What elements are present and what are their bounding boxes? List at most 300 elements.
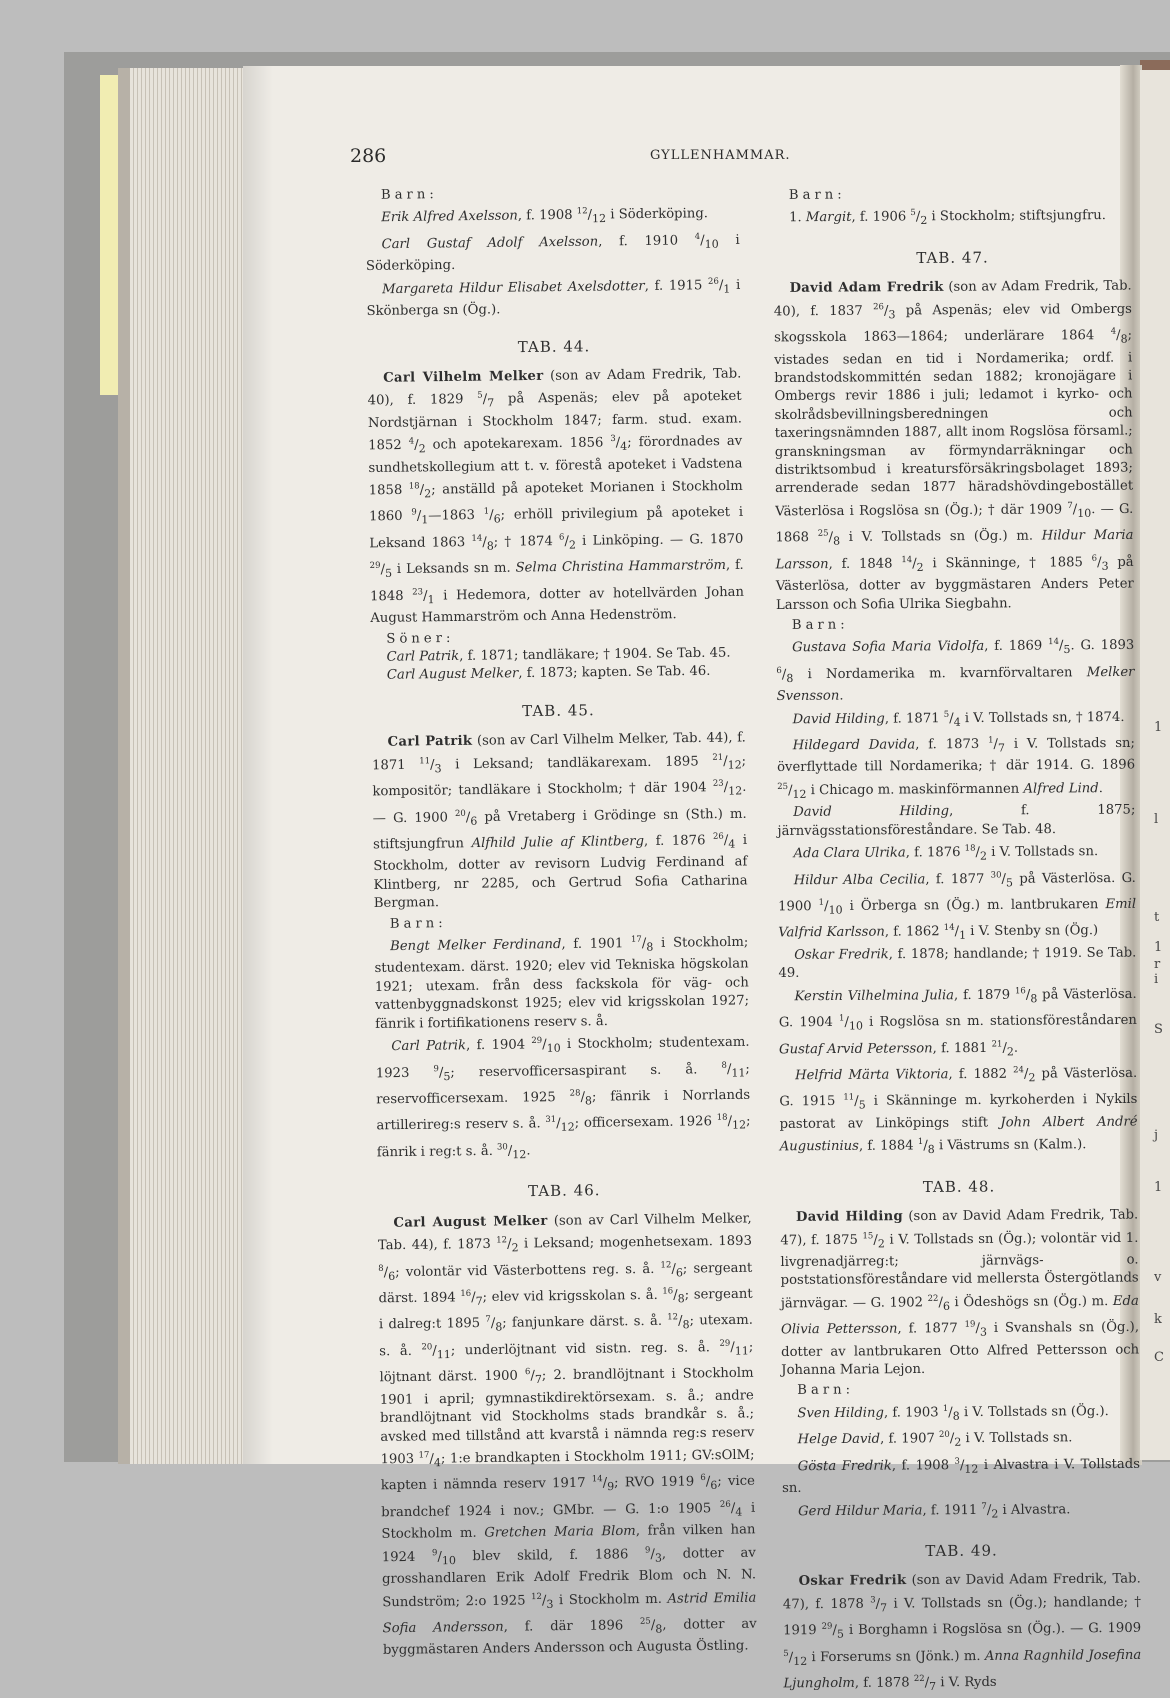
name-italic: Emil Valfrid Karlsson xyxy=(778,896,1137,941)
name-italic: David Hilding xyxy=(792,711,885,727)
text-run: / xyxy=(1072,502,1078,518)
date-fraction: 3 xyxy=(546,1597,554,1611)
text-run: ; reservofficersexam. 1925 xyxy=(376,1061,750,1108)
text-run: / xyxy=(1058,638,1064,654)
date-fraction: 18 xyxy=(408,481,420,492)
text-run: i Stockholm; stiftsjungfru. xyxy=(927,208,1107,225)
text-run: / xyxy=(423,588,428,604)
children-label: Söner: xyxy=(386,630,455,647)
date-fraction: 30 xyxy=(496,1142,508,1153)
text-run: i Leksand; mogenhetsexam. 1893 xyxy=(518,1233,753,1252)
date-fraction: 17 xyxy=(418,1450,430,1461)
text-run: / xyxy=(507,1143,513,1159)
text-run: , f. 1875; järnvägsstationsföreståndare. Se Tab. 48. xyxy=(777,802,1136,839)
name-italic: Oskar Fredrik xyxy=(794,947,889,963)
text-run: ; RVO 1919 xyxy=(614,1474,701,1491)
entry-paragraph xyxy=(779,1060,1138,1160)
text-run: 1. xyxy=(789,210,806,226)
text-run: / xyxy=(938,1295,943,1311)
text-run: , f. 1903 xyxy=(883,1405,943,1421)
text-run: / xyxy=(923,1138,928,1154)
date-fraction: 14 xyxy=(1048,637,1060,648)
text-run: , f. 1877 xyxy=(925,871,991,887)
text-run: i V. Ryds xyxy=(936,1675,997,1691)
date-fraction: 29 xyxy=(369,561,381,572)
date-fraction: 8 xyxy=(677,1292,685,1306)
date-fraction: 2 xyxy=(920,214,928,228)
text-run: i Örberga sn (Ög.) m. lantbrukaren xyxy=(842,897,1106,914)
text-run: ; sergeant i dalreg:t 1895 xyxy=(378,1286,753,1333)
date-fraction: 8 xyxy=(655,1622,663,1636)
tab-heading: TAB. 45. xyxy=(522,701,595,720)
date-fraction: 6 xyxy=(524,1367,531,1378)
text-run: / xyxy=(705,1474,711,1490)
page-number: 286 xyxy=(350,145,387,167)
text-run: , f. 1911 xyxy=(922,1502,982,1518)
text-run: / xyxy=(650,1546,655,1562)
children-label: Barn: xyxy=(791,617,849,633)
text-run: . xyxy=(839,688,844,704)
text-run: ; löjtnant därst. 1900 xyxy=(379,1339,754,1386)
date-fraction: 2 xyxy=(418,442,426,456)
text-run: i V. Tollstads sn (Ög.) m. xyxy=(839,528,1042,546)
date-fraction: 23 xyxy=(712,778,724,789)
facing-page-glyph: r xyxy=(1154,957,1161,972)
text-run: i Chicago m. maskinförmannen xyxy=(806,781,1024,799)
date-fraction: 8 xyxy=(486,539,494,553)
text-run: . xyxy=(1013,1040,1019,1056)
text-run: , f. 1848 xyxy=(828,556,902,572)
entry-paragraph xyxy=(783,1571,1142,1698)
text-run: , f. 1871 xyxy=(884,710,944,727)
text-run: i Stockholm m. xyxy=(381,1500,756,1543)
date-fraction: 16 xyxy=(460,1288,472,1299)
date-fraction: 12 xyxy=(512,1147,527,1162)
person-name: Carl Vilhelm Melker xyxy=(383,368,544,386)
text-run: ; 1:e brandkapten i Stockholm 1911; GV:sOlM; kapten i nämnda reserv 1917 xyxy=(380,1447,755,1494)
person-name: David Hilding xyxy=(795,1209,904,1225)
text-run: ; utexam. s. å. xyxy=(379,1313,753,1360)
date-fraction: 21 xyxy=(991,1038,1003,1050)
entry-paragraph xyxy=(374,929,749,1034)
name-italic: John Albert André Augustinius xyxy=(779,1114,1138,1155)
date-fraction: 28 xyxy=(569,1088,581,1099)
date-fraction: 19 xyxy=(964,1319,976,1330)
name-italic: Selma Christina Hammarström xyxy=(515,558,727,576)
text-run: (son av Carl Vilhelm Melker, Tab. 44), f. 1873 xyxy=(377,1211,752,1254)
text-run: / xyxy=(482,534,487,550)
date-fraction: 10 xyxy=(848,1019,864,1033)
date-fraction: 29 xyxy=(719,1338,731,1349)
text-run: / xyxy=(1002,1040,1007,1056)
text-run: / xyxy=(430,757,435,773)
children-label: Barn: xyxy=(797,1382,855,1399)
text-run: / xyxy=(975,1321,980,1337)
text-run: / xyxy=(718,277,724,293)
text-run: i Skänninge, † 1885 xyxy=(923,554,1092,572)
entry-paragraph xyxy=(378,1210,757,1661)
text-run: / xyxy=(490,1316,496,1332)
date-fraction: 8 xyxy=(952,1409,960,1423)
text-run: / xyxy=(419,482,425,498)
text-run: i Borghamn i Rogslösa sn (Ög.). — G. 1909 xyxy=(843,1621,1142,1639)
date-fraction: 6 xyxy=(388,1269,396,1283)
text-run: / xyxy=(723,832,729,849)
date-fraction: 5 xyxy=(943,709,950,720)
text-run: , f. 1904 xyxy=(466,1037,532,1054)
date-fraction: 2 xyxy=(954,1436,962,1450)
date-fraction: 2 xyxy=(991,1507,999,1521)
tab-heading: TAB. 44. xyxy=(517,336,591,356)
text-run: . — G. 1868 xyxy=(775,501,1134,546)
date-fraction: 8 xyxy=(495,1320,503,1334)
text-run: på Aspenäs; elev vid Ombergs skogsskola 1863—1864; underlärare 1864 xyxy=(774,301,1132,346)
text-run: på Vretaberg i Grödinge sn (Sth.) m. stiftsjungfrun xyxy=(372,806,747,853)
date-fraction: 16 xyxy=(662,1286,674,1297)
text-run: , f. 1873; kapten. Se Tab. 46. xyxy=(518,664,711,682)
text-run: i V. Stenby sn (Ög.) xyxy=(966,923,1099,940)
date-fraction: 4 xyxy=(1110,326,1117,337)
date-fraction: 1 xyxy=(942,1403,949,1414)
text-run: ; underlöjtnant vid sistn. reg. s. å. xyxy=(450,1339,720,1359)
name-italic: Eda Olivia Pettersson xyxy=(780,1293,1139,1338)
name-italic: Gretchen Maria Blom xyxy=(484,1524,636,1541)
text-run: ; officersexam. 1926 xyxy=(574,1114,717,1132)
text-run: / xyxy=(788,1650,794,1666)
name-italic: Margit xyxy=(805,210,852,226)
date-fraction: 8 xyxy=(646,940,654,954)
date-fraction: 7 xyxy=(1067,500,1073,511)
date-fraction: 5 xyxy=(783,1648,789,1659)
text-run: (son av David Adam Fredrik, Tab. 47), f. 1875 xyxy=(780,1207,1139,1248)
right-text-column xyxy=(773,183,1142,1698)
date-fraction: 1 xyxy=(483,506,490,518)
date-fraction: 14 xyxy=(471,533,483,544)
text-run: ; 2. brandlöjtnant i Stockholm 1901 i april; gymnastikdirektörsexam. s. å.; andre brandlöjtnant vid Stockholms stads brandkår s. å.; avsked med tillstånd att kvarstå i nämnda reg:s reserv 1903 xyxy=(379,1366,755,1468)
date-fraction: 1 xyxy=(839,1013,845,1024)
name-italic: Alfhild Julie af Klintberg xyxy=(471,834,645,852)
text-run: i V. Tollstads sn (Ög.); handlande; † 1919 xyxy=(783,1594,1141,1639)
text-run: ; † 1874 xyxy=(493,533,560,550)
text-run: / xyxy=(1001,871,1007,887)
text-run: på Västerlösa. G. 1915 xyxy=(779,1065,1138,1110)
name-italic: Margareta Hildur Elisabet Axelsdotter xyxy=(382,278,645,297)
facing-page-glyph: j xyxy=(1154,1128,1159,1143)
date-fraction: 5 xyxy=(477,390,483,401)
page-shadow xyxy=(243,66,273,1464)
entry-paragraph xyxy=(782,1496,1140,1525)
tab-heading: TAB. 48. xyxy=(922,1177,996,1196)
text-run: / xyxy=(1025,987,1031,1003)
date-fraction: 7 xyxy=(929,1680,937,1694)
text-run: / xyxy=(541,1592,547,1608)
text-run: / xyxy=(915,209,921,225)
book-cover-edge xyxy=(118,68,130,1464)
date-fraction: 10 xyxy=(441,1553,456,1567)
text-run: i Leksands sn m. xyxy=(391,560,516,578)
text-run: / xyxy=(832,1623,837,1639)
name-italic: Erik Alfred Axelsson xyxy=(381,208,518,226)
entry-paragraph xyxy=(782,1425,1140,1454)
date-fraction: 4 xyxy=(408,436,415,447)
facing-page-glyph: 1 xyxy=(1154,940,1163,955)
entry-paragraph xyxy=(777,731,1135,805)
facing-page-glyph: C xyxy=(1154,1350,1164,1365)
text-run: på Västerlösa, dotter av byggmästaren Anders Peter Larsson och Sofia Ulrika Siegbahn. xyxy=(775,554,1134,613)
name-italic: Astrid Emilia Sofia Andersson xyxy=(382,1590,757,1637)
date-fraction: 20 xyxy=(454,808,466,819)
date-fraction: 6 xyxy=(700,1473,706,1484)
text-run: , f. 1907 xyxy=(880,1431,940,1447)
text-run: i V. Tollstads sn (Ög.). xyxy=(959,1403,1109,1420)
text-run: , f. 1878; handlande; † 1919. Se Tab. 49. xyxy=(778,945,1137,982)
text-run: / xyxy=(671,1261,676,1277)
text-run: på Västerlösa. G. 1904 xyxy=(778,986,1137,1031)
entry-paragraph xyxy=(773,203,1131,232)
date-fraction: 26 xyxy=(719,1499,731,1510)
date-fraction: 8 xyxy=(833,534,841,548)
text-run: / xyxy=(489,508,494,524)
date-fraction: 5 xyxy=(858,1098,866,1112)
text-run: ; elev vid krigsskolan s. å. xyxy=(482,1287,663,1306)
text-run: i Stockholm; studentexam. 1923 xyxy=(375,1034,750,1081)
text-run: —1863 xyxy=(428,508,484,525)
date-fraction: 8 xyxy=(584,1094,593,1108)
date-fraction: 11 xyxy=(419,755,431,767)
date-fraction: 12 xyxy=(964,1462,979,1476)
text-run: i Linköping. — G. 1870 xyxy=(575,531,744,549)
date-fraction: 2 xyxy=(1028,1071,1036,1085)
entry-paragraph xyxy=(366,227,741,276)
date-fraction: 11 xyxy=(734,1344,749,1358)
date-fraction: 12 xyxy=(592,212,607,226)
text-run: / xyxy=(873,1232,878,1248)
date-fraction: 4 xyxy=(433,1456,442,1470)
date-fraction: 2 xyxy=(877,1236,885,1250)
date-fraction: 4 xyxy=(694,231,701,242)
text-run: / xyxy=(781,667,787,683)
date-fraction: 7 xyxy=(534,1373,543,1387)
person-name: Carl August Melker xyxy=(393,1213,548,1231)
text-run: på Aspenäs; elev på apoteket Nordstjärnan i Stockholm 1847; farm. stud. exam. 1852 xyxy=(367,389,742,454)
text-run: , från vilken han 1924 xyxy=(381,1522,756,1565)
date-fraction: 7 xyxy=(475,1294,483,1308)
text-run: ; reservofficersaspirant s. å. xyxy=(450,1061,722,1080)
date-fraction: 8 xyxy=(378,1263,384,1274)
text-run: , f. 1873 xyxy=(915,736,989,753)
text-run: / xyxy=(824,899,829,915)
date-fraction: 30 xyxy=(990,869,1002,881)
date-fraction: 2 xyxy=(568,538,577,552)
date-fraction: 9 xyxy=(644,1545,651,1556)
text-run: / xyxy=(556,1116,561,1132)
date-fraction: 26 xyxy=(712,831,724,842)
text-run: ; erhöll privilegium på apoteket i Leksand 1863 xyxy=(369,505,744,552)
text-run: / xyxy=(650,1617,656,1633)
date-fraction: 5 xyxy=(1063,643,1071,657)
text-run: / xyxy=(986,1502,992,1518)
text-run: / xyxy=(949,710,954,726)
date-fraction: 3 xyxy=(434,761,442,775)
name-italic: Melker Svensson xyxy=(776,664,1135,705)
text-run: / xyxy=(912,556,917,572)
date-fraction: 6 xyxy=(710,1479,718,1493)
date-fraction: 12 xyxy=(560,1120,575,1135)
entry-paragraph xyxy=(371,663,745,686)
text-run: , f. 1910 xyxy=(598,233,695,250)
date-fraction: 6 xyxy=(493,512,501,526)
date-fraction: 8 xyxy=(682,1318,690,1332)
date-fraction: 1 xyxy=(988,735,994,746)
text-run: , f. 1848 xyxy=(369,558,744,605)
date-fraction: 22 xyxy=(927,1293,939,1304)
entry-paragraph xyxy=(778,865,1137,947)
tab-heading: TAB. 47. xyxy=(916,248,989,267)
date-fraction: 3 xyxy=(654,1551,662,1565)
entry-paragraph xyxy=(375,1029,751,1166)
entry-paragraph xyxy=(367,365,744,628)
text-run: , f. 1884 xyxy=(858,1138,918,1155)
text-run: / xyxy=(542,1037,547,1053)
text-run: / xyxy=(380,562,386,578)
date-fraction: 7 xyxy=(487,396,495,410)
date-fraction: 3 xyxy=(610,434,616,445)
date-fraction: 3 xyxy=(888,307,896,321)
facing-page-glyph: v xyxy=(1154,1270,1162,1285)
name-italic: Hildur Alba Cecilia xyxy=(793,871,926,888)
text-run: / xyxy=(673,1287,678,1303)
date-fraction: 12 xyxy=(660,1259,672,1271)
text-run: i Svanshals sn (Ög.), dotter av lantbrukaren Otto Alfred Pettersson och Johanna Maria Lejon. xyxy=(781,1320,1140,1379)
text-run: / xyxy=(465,809,471,825)
date-fraction: 1 xyxy=(959,929,967,943)
text-run: i Forserums sn (Jönk.) m. xyxy=(807,1648,985,1665)
date-fraction: 10 xyxy=(546,1041,561,1055)
text-run: / xyxy=(587,208,593,224)
text-run: ; fanjunkare därst. s. å. xyxy=(502,1314,668,1332)
running-head: GYLLENHAMMAR. xyxy=(650,148,791,163)
date-fraction: 7 xyxy=(880,1601,888,1615)
entry-paragraph xyxy=(366,272,741,321)
text-run: / xyxy=(844,1015,849,1031)
date-fraction: 3 xyxy=(954,1456,960,1467)
date-fraction: 12 xyxy=(496,1235,508,1246)
date-fraction: 21 xyxy=(712,752,724,763)
name-italic: Ada Clara Ulrika xyxy=(793,845,906,862)
date-fraction: 12 xyxy=(727,758,742,772)
date-fraction: 12 xyxy=(576,206,588,217)
date-fraction: 11 xyxy=(843,1092,855,1103)
date-fraction: 9 xyxy=(431,1547,438,1558)
date-fraction: 20 xyxy=(421,1342,433,1353)
date-fraction: 26 xyxy=(707,276,719,287)
left-text-column xyxy=(365,180,757,1660)
date-fraction: 9 xyxy=(433,1063,439,1074)
name-italic: Sven Hilding xyxy=(797,1405,884,1422)
text-run: i Stockholm, dotter av revisorn Ludvig Ferdinand af Klintberg, nr 2285, och Gertrud Sofia Catharina Bergman. xyxy=(373,832,748,912)
text-run: , f. 1876 xyxy=(643,833,714,849)
text-run: ; anställd på apoteket Morianen i Stockholm 1860 xyxy=(368,478,743,525)
text-run: , dotter av byggmästaren Anders Andersson och Augusta Östling. xyxy=(382,1616,757,1659)
date-fraction: 9 xyxy=(607,1480,615,1494)
text-run: / xyxy=(959,1457,965,1473)
text-run: / xyxy=(730,1500,736,1516)
text-run: (son av Adam Fredrik, Tab. 40), f. 1829 xyxy=(367,366,742,409)
date-fraction: 6 xyxy=(675,1265,683,1279)
person-name: Carl Patrik xyxy=(387,733,473,751)
text-run: ; vistades sedan en tid i Nordamerika; ordf. i brandstodskommittén sedan 1882; kronojägare i Ombergs revir 1886 i juli; ledamot i kyrko- och skolrådsbevillningsberedningen och taxeringsnämnden 1887, allt inom Rogslösa församl.; granskningsman av förmyndarräkningar och distriktsombud i kreatursförsäkringsbolaget 1893; arrenderade sedan 1877 häradshövdingebostället Västerlösa i Rogslösa sn (Ög.); † där 1909 xyxy=(774,327,1134,520)
date-fraction: 4 xyxy=(735,1505,743,1519)
text-run: i Skönberga sn (Ög.). xyxy=(366,277,741,320)
facing-page-glyph: 1 xyxy=(1154,1180,1163,1195)
name-italic: Hildur Maria Larsson xyxy=(775,528,1134,573)
text-run: / xyxy=(580,1089,586,1105)
text-run: , f. 1876 xyxy=(905,845,965,861)
date-fraction: 12 xyxy=(792,787,807,801)
entry-paragraph xyxy=(782,1451,1140,1498)
name-italic: Carl Patrik xyxy=(391,1038,467,1055)
entry-paragraph xyxy=(781,1398,1139,1427)
date-fraction: 29 xyxy=(821,1621,833,1632)
date-fraction: 2 xyxy=(424,487,432,501)
date-fraction: 31 xyxy=(545,1115,557,1126)
date-fraction: 3 xyxy=(870,1595,876,1606)
text-run: (son av David Adam Fredrik, Tab. 47), f. 1878 xyxy=(782,1571,1141,1613)
facing-page-glyph: S xyxy=(1154,1022,1163,1037)
text-run: / xyxy=(949,1431,955,1447)
tab-heading: TAB. 46. xyxy=(527,1181,601,1201)
text-run: på Västerlösa. G. 1900 xyxy=(777,870,1136,915)
text-run: / xyxy=(438,1065,444,1081)
text-run: / xyxy=(948,1405,953,1421)
text-run: / xyxy=(482,392,488,408)
date-fraction: 8 xyxy=(1120,332,1128,346)
date-fraction: 7 xyxy=(485,1314,491,1326)
text-run: / xyxy=(530,1368,535,1384)
text-run: / xyxy=(416,509,422,525)
date-fraction: 5 xyxy=(384,567,393,581)
date-fraction: 29 xyxy=(531,1035,543,1047)
text-run: i V. Tollstads sn; överflyttade till Nordamerika; † där 1914. G. 1896 xyxy=(777,735,1136,776)
date-fraction: 25 xyxy=(639,1616,651,1627)
tab-heading: TAB. 49. xyxy=(925,1541,998,1561)
date-fraction: 2 xyxy=(1006,1044,1014,1058)
text-run: ; sergeant därst. 1894 xyxy=(378,1260,753,1307)
date-fraction: 7 xyxy=(981,1501,987,1512)
text-run: ; fänrik i Norrlands artillerireg:s reserv s. å. xyxy=(376,1087,751,1134)
date-fraction: 10 xyxy=(704,237,719,251)
date-fraction: 16 xyxy=(1014,985,1026,997)
text-run: i Ödeshögs sn (Ög.) m. xyxy=(949,1293,1113,1310)
text-run: , f. 1871; tandläkare; † 1904. Se Tab. 45. xyxy=(459,645,731,664)
date-fraction: 20 xyxy=(938,1430,950,1441)
text-run: i Nordamerika m. kvarnförvaltaren xyxy=(793,664,1087,683)
name-italic: Anna Ragnhild Josefina Ljungholm xyxy=(783,1647,1142,1692)
name-italic: Carl Gustaf Adolf Axelsson xyxy=(381,234,599,253)
date-fraction: 5 xyxy=(443,1069,451,1083)
date-fraction: 3 xyxy=(1101,559,1109,573)
text-run: / xyxy=(726,1061,732,1077)
text-run: / xyxy=(727,1114,733,1130)
date-fraction: 8 xyxy=(786,671,794,685)
text-run: ; förordnades av sundhetskollegium att t. v. förestå apoteket i Vadstena 1858 xyxy=(368,433,743,499)
text-run: , dotter av grosshandlaren Erik Adolf Fredrik Blom och N. N. Sundström; 2:o 1925 xyxy=(381,1545,757,1610)
facing-page-glyph: 1 xyxy=(1154,720,1163,735)
page-header xyxy=(350,145,1140,167)
entry-paragraph xyxy=(776,633,1134,707)
text-run: i Leksand; tandläkarexam. 1895 xyxy=(441,753,713,773)
text-run: / xyxy=(437,1549,442,1565)
